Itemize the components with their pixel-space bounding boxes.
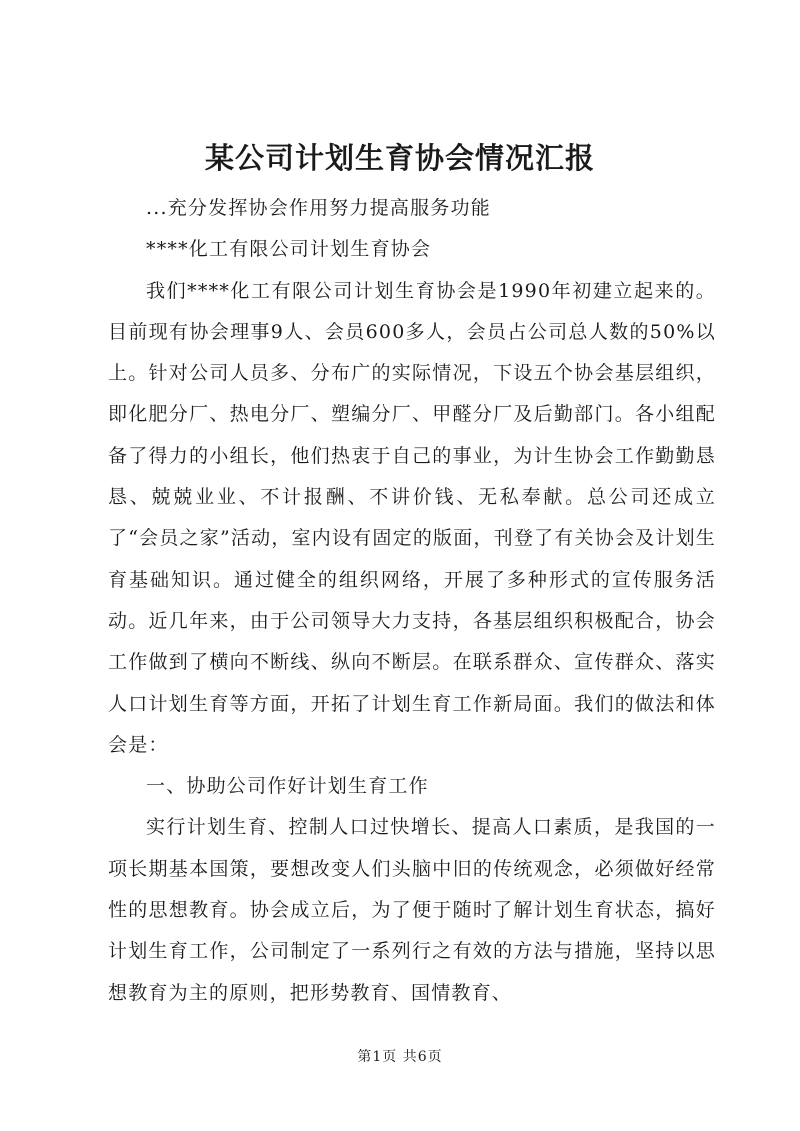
section-heading: 一、协助公司作好计划生育工作 (146, 775, 429, 798)
organization-paragraph: ****化工有限公司计划生育协会 (146, 238, 432, 261)
subtitle-paragraph: ...充分发挥协会作用努力提高服务功能 (146, 197, 491, 219)
document-title: 某公司计划生育协会情况汇报 (204, 141, 595, 175)
document-body (108, 188, 716, 1014)
page-number: 第1页 共6页 (357, 1049, 443, 1065)
section-paragraph: 实行计划生育、控制人口过快增长、提高人口素质，是我国的一项长期基本国策，要想改变人们头脑中旧的传统观念，必须做好经常性的思想教育。协会成立后，为了便于随时了解计划生育状态，搞好计划生育工作，公司制定了一系列行之有效的方法与措施，坚持以思想教育为主的原则，把形势教育、国情教育、 (108, 816, 716, 1004)
intro-paragraph: 我们****化工有限公司计划生育协会是1990年初建立起来的。目前现有协会理事9人、会员600多人，会员占公司总人数的50%以上。针对公司人员多、分布广的实际情况，下设五个协会基层组织，即化肥分厂、热电分厂、塑编分厂、甲醛分厂及后勤部门。各小组配备了得力的小组长，他们热衷于自己的事业，为计生协会工作勤勤恳恳、兢兢业业、不计报酬、不讲价钱、无私奉献。总公司还成立了“会员之家”活动，室内设有固定的版面，刊登了有关协会及计划生育基础知识。通过健全的组织网络，开展了多种形式的宣传服务活动。近几年来，由于公司领导大力支持，各基层组织积极配合，协会工作做到了横向不断线、纵向不断层。在联系群众、宣传群众、落实人口计划生育等方面，开拓了计划生育工作新局面。我们的做法和体会是： (108, 279, 716, 756)
